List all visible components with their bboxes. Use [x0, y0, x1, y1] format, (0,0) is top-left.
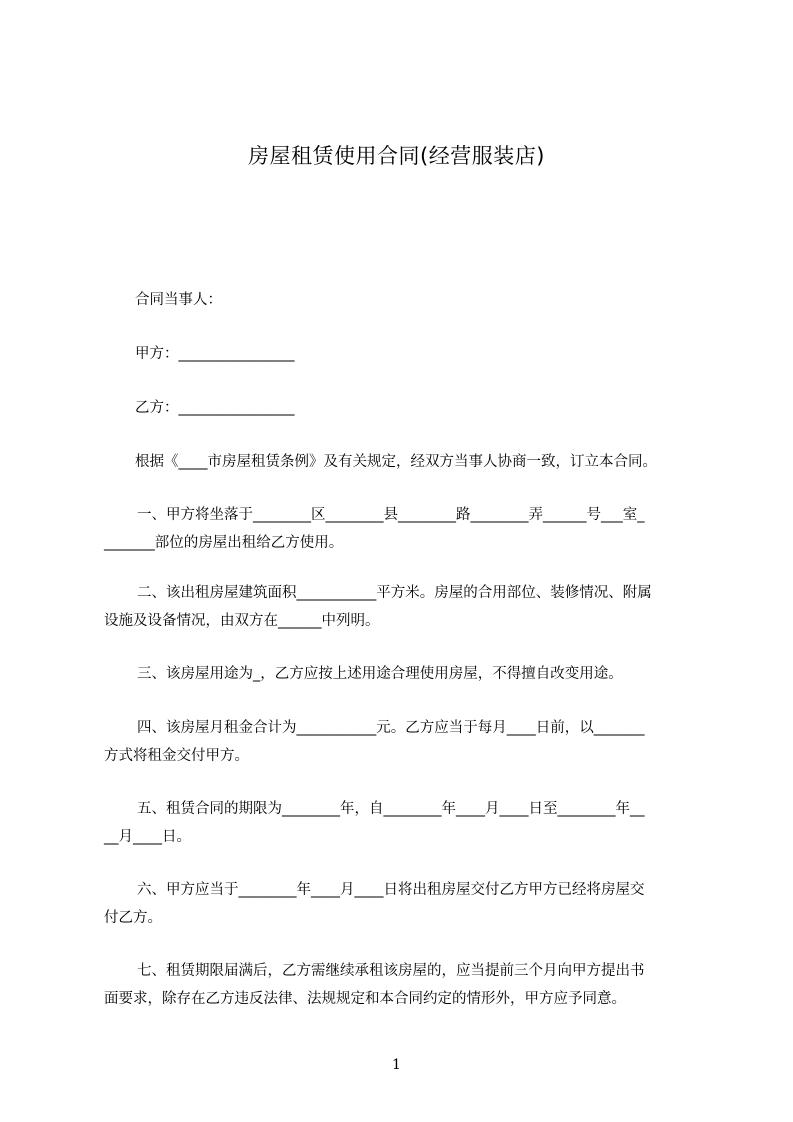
- clause-1-line-2: _______部位的房屋出租给乙方使用。: [104, 535, 344, 551]
- clause-3-line-1: 三、该房屋用途为_，乙方应按上述用途合理使用房屋，不得擅自改变用途。: [137, 666, 623, 682]
- clause-6-line-1: 六、甲方应当于________年____月____日将出租房屋交付乙方甲方已经将房屋交: [137, 882, 645, 898]
- clause-1-line-1: 一、甲方将坐落于________区________县________路________弄______号___室_: [137, 507, 645, 523]
- clause-6-line-2: 付乙方。: [104, 910, 162, 926]
- clause-7-line-2: 面要求，除存在乙方违反法律、法规规定和本合同约定的情形外，甲方应予同意。: [104, 991, 626, 1007]
- party-b-line: 乙方：________________: [135, 400, 295, 416]
- document-title: 房屋租赁使用合同(经营服装店): [248, 144, 545, 168]
- clause-2-line-2: 设施及设备情况，由双方在______中列明。: [104, 613, 380, 629]
- page-number: 1: [392, 1057, 401, 1073]
- clause-4-line-1: 四、该房屋月租金合计为___________元。乙方应当于每月____日前，以_______: [137, 720, 645, 736]
- clause-7-line-1: 七、租赁期限届满后，乙方需继续承租该房屋的，应当提前三个月向甲方提出书: [137, 963, 645, 979]
- clause-2-line-1: 二、该出租房屋建筑面积___________平方米。房屋的合用部位、装修情况、附属: [137, 585, 652, 601]
- clause-5-line-1: 五、租赁合同的期限为________年，自________年____月____日至________年__: [137, 801, 645, 817]
- intro-paragraph: 根据《____市房屋租赁条例》及有关规定，经双方当事人协商一致，订立本合同。: [135, 454, 657, 470]
- clause-5-line-2: __月____日。: [104, 829, 191, 845]
- clause-4-line-2: 方式将租金交付甲方。: [104, 748, 249, 764]
- party-a-line: 甲方：________________: [135, 346, 295, 362]
- parties-heading: 合同当事人：: [135, 292, 222, 308]
